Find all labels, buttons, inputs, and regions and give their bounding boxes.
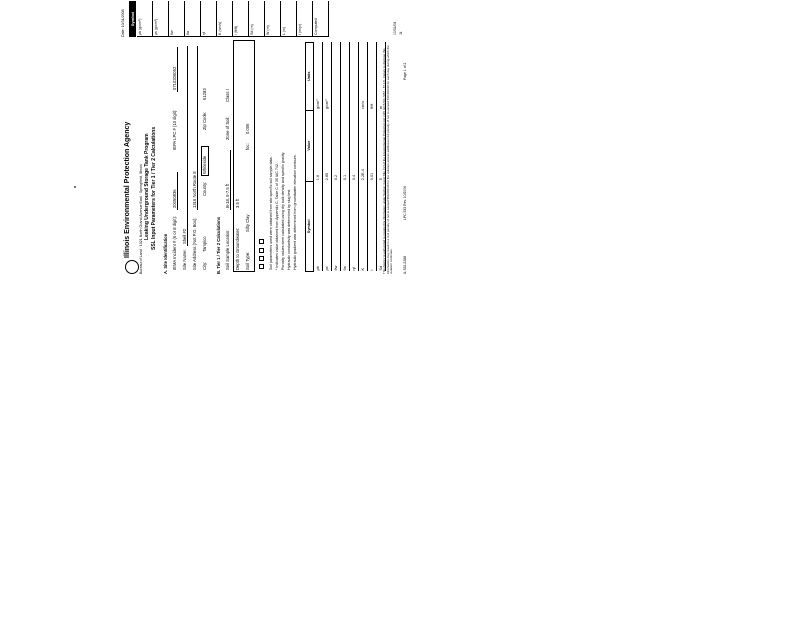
incident-value: 20050836 (172, 189, 177, 208)
cell: 0.4 (350, 110, 359, 181)
scanned-form-page (121, 0, 621, 280)
table-row (341, 43, 350, 272)
cell: ρb (314, 181, 323, 271)
cell: ρs (323, 181, 332, 271)
cell: θa (341, 181, 350, 271)
sidebar-cell: W (m) (265, 1, 281, 37)
page-number: Page 1 of 2 (403, 62, 407, 80)
sidebar-cell: L (m) (281, 1, 297, 37)
checkbox-2[interactable] (259, 256, 264, 261)
table-row (350, 43, 359, 272)
sidebar-header: Symbol (129, 1, 136, 37)
note-4: Hydraulic conductivity was determined by slug test. (287, 188, 291, 270)
zone-label: Zone of Soil: (225, 116, 230, 140)
depth-label: Depth to Groundwater: (235, 227, 240, 270)
form-title: SSL Input Parameters for Tier 1 / Tier 2 Calculations (151, 126, 157, 250)
cell: cm/s (359, 43, 368, 111)
section-a-heading: A. Site Identification (163, 233, 168, 274)
site-name-value: Shell #2 (182, 228, 187, 244)
foc-label: foc: (245, 143, 250, 150)
lpc-underline (177, 47, 178, 92)
cell (341, 43, 350, 111)
table-row (323, 43, 332, 272)
sample-underline (230, 150, 231, 210)
sample-value: B-18, 5-7.5 ft (225, 183, 230, 208)
cell: 0.01 (368, 110, 377, 181)
site-name-label: Site Name: (182, 249, 187, 270)
table-row (359, 43, 368, 272)
cell: g/cm³ (314, 43, 323, 111)
section-b-heading: B. Tier 1 / Tier 2 Calculations (216, 216, 221, 274)
sidebar-cell: i (ft/ft) (233, 1, 249, 37)
checkbox-3[interactable] (259, 248, 264, 253)
table-row (332, 43, 341, 272)
form-number: IL 532-2288 (403, 256, 407, 274)
legal-footer: This Agency is authorized to require this information under Section 4 and Title XVI of the Environmental Protection Act (415 ILCS 5/4, 5/57 - 57.17). Failure to disclose this information may result in a civil penalty of not to exceed $50,000.00 for the violation and an additional civil penalty of not to exceed $10,000.00 for each day during which the violation continues. (382, 45, 394, 274)
param-header-symbol: Symbol (306, 181, 314, 271)
lpc-form-number: LPC 533 Rev. 10/2006 (403, 185, 407, 220)
sidebar-table (121, 1, 601, 37)
note-5: Hydraulic gradient was determined from groundwater elevation contours. (293, 154, 297, 270)
address-value: 1316 North Route 8 (192, 171, 197, 208)
cell: 0.2 (332, 110, 341, 181)
zone-value: Class I (225, 89, 230, 102)
county-value: Whiteside (202, 155, 207, 174)
sidebar-cell: θw (169, 1, 185, 37)
cell: ft/ft (368, 43, 377, 111)
foc-value: 0.006 (245, 123, 250, 134)
sidebar-cell: Computed (313, 1, 329, 37)
cell: 0.1 (341, 110, 350, 181)
program-subtitle: Leaking Underground Storage Tank Program (144, 133, 150, 240)
sidebar-cell: ρb (g/cm³) (137, 1, 153, 37)
cell: 2.65 (323, 110, 332, 181)
county-label: County: (202, 181, 207, 196)
cell: g/cm³ (323, 43, 332, 111)
agency-name: Illinois Environmental Protection Agency (124, 121, 131, 258)
cell: Sd (377, 181, 386, 271)
cell: m (377, 43, 386, 111)
sidebar-cells (137, 1, 329, 37)
zip-value: 61283 (202, 88, 207, 100)
parameter-table (305, 42, 386, 272)
soil-type-label: Soil Type: (245, 251, 250, 270)
table-row (368, 43, 377, 272)
sidebar-date: Date: 10/31/2008 (121, 9, 125, 37)
note-3: Porosity values were calculated using dry bulk density and specific gravity. (281, 151, 285, 270)
incident-label: IEMA Incident # (6 or 8 digit): (172, 216, 177, 270)
sample-label: Soil Sample Location: (225, 229, 230, 270)
note-1: Soil parameters used were obtained from site-specific soil sample data. (269, 156, 273, 270)
cell: 5 (377, 110, 386, 181)
address-underline (197, 46, 198, 210)
cell: ηt (350, 181, 359, 271)
zip-label: Zip Code: (202, 111, 207, 130)
address-label: Site Address (Not P.O. Box): (192, 217, 197, 270)
city-label: City: (202, 261, 207, 270)
header-instruction: Bureau of Land · 1021 North Grand Avenue East · Springfield, Illinois (139, 164, 143, 274)
sidebar-footer-initials: JL (399, 31, 403, 35)
sidebar-cell: ρs (g/cm³) (153, 1, 169, 37)
incident-underline (177, 172, 178, 210)
checkbox-1[interactable] (259, 264, 264, 269)
sidebar-cell: I (m/yr) (297, 1, 313, 37)
lpc-label: IEPA LPC # (10 digit): (172, 109, 177, 150)
param-header-value: Value (306, 110, 314, 181)
rotated-document (121, 0, 621, 280)
sidebar-cell: K (cm/s) (217, 1, 233, 37)
sidebar-cell: Sd (m) (249, 1, 265, 37)
soil-type-value: Silty Clay (245, 214, 250, 232)
cell: i (368, 181, 377, 271)
scan-speck (74, 186, 76, 188)
table-row (314, 43, 323, 272)
sidebar-cell: ηt (201, 1, 217, 37)
cell: K (359, 181, 368, 271)
note-2: * Indicates value obtained from Appendix C, Table C of 35 IAC 742. (275, 163, 279, 270)
checkbox-4[interactable] (259, 239, 264, 244)
cell: θw (332, 181, 341, 271)
city-value: Tampico (202, 236, 207, 252)
sidebar-cell: θa (185, 1, 201, 37)
depth-value: 3.5 ft (235, 198, 240, 208)
cell: 2.2E-4 (359, 110, 368, 181)
cell: 1.6 (314, 110, 323, 181)
cell (332, 43, 341, 111)
site-name-underline (187, 46, 188, 246)
lpc-value: 0710205052 (172, 66, 177, 90)
sidebar-footer-date: 10/31/08 (393, 21, 397, 35)
agency-seal-icon (125, 260, 139, 274)
cell (350, 43, 359, 111)
param-header-units: Units (306, 43, 314, 111)
checkbox-row (259, 238, 264, 270)
